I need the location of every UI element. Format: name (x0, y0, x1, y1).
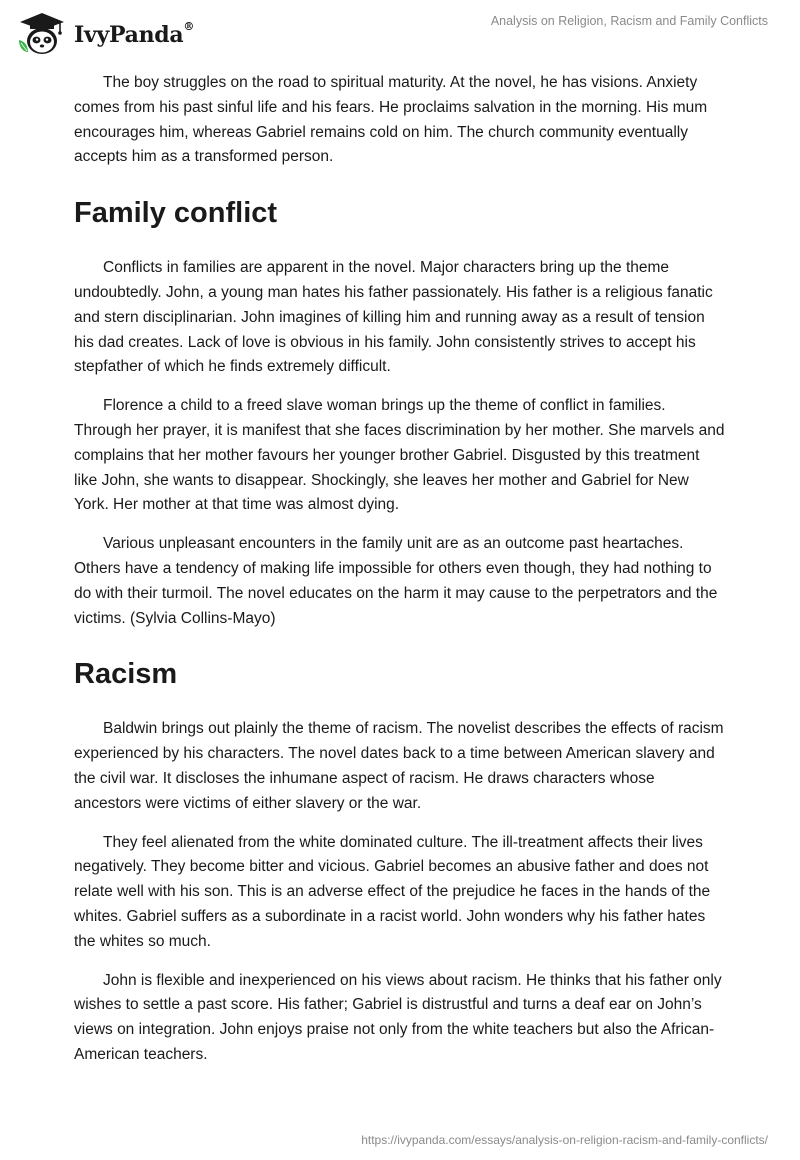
paragraph: John is flexible and inexperienced on his views about racism. He thinks that his father only wishes to settle a past score. His father; Gabriel is distrustful and turns a deaf ear on John’s views on integration. John enjoys praise not only from the white teachers but also the African-American teachers. (74, 971, 722, 1063)
paragraph: They feel alienated from the white dominated culture. The ill-treatment affects their lives negatively. They become bitter and vicious. Gabriel becomes an abusive father and does not relate well with his son. This is an adverse effect of the prejudice he faces in the hands of the whites. Gabriel suffers as a subordinate in a racist world. John wonders why his father hates the whites so much. (74, 833, 711, 950)
page-header (0, 0, 800, 60)
paragraph: Baldwin brings out plainly the theme of racism. The novelist describes the effects of racism experienced by his characters. The novel dates back to a time between American slavery and the civil war. It discloses the inhumane aspect of racism. He draws characters whose ancestors were victims of either slavery or the war. (74, 720, 724, 812)
section-heading-family-conflict: Family conflict (74, 197, 278, 230)
paragraph: Conflicts in families are apparent in the novel. Major characters bring up the theme undoubtedly. John, a young man hates his father passionately. His father is a religious fanatic and stern disciplinarian. John imagines of killing him and running away as a result of tension his dad creates. Lack of love is obvious in his family. John consistently strives to accept his stepfather of which he finds extremely difficult. (74, 259, 713, 376)
article-body (74, 71, 726, 1082)
intro-paragraph: The boy struggles on the road to spiritual maturity. At the novel, he has visions. Anxiety comes from his past sinful life and his fears. He proclaims salvation in the morning. His mum encourages him, whereas Gabriel remains cold on him. The church community eventually accepts him as a transformed person. (74, 74, 708, 166)
paragraph: Various unpleasant encounters in the family unit are as an outcome past heartaches. Others have a tendency of making life impossible for others even though, they had nothing to do with their turmoil. The novel educates on the harm it may cause to the perpetrators and the victims. (Sylvia Collins-Mayo) (74, 535, 718, 627)
source-url-link[interactable]: https://ivypanda.com/essays/analysis-on-religion-racism-and-family-conflicts/ (361, 1133, 768, 1147)
ivypanda-logo[interactable] (16, 10, 206, 56)
logo-wordmark: IvyPanda® (74, 20, 195, 48)
section-heading-racism: Racism (74, 658, 178, 691)
document-title: Analysis on Religion, Racism and Family Conflicts (490, 14, 768, 28)
paragraph: Florence a child to a freed slave woman brings up the theme of conflict in families. Through her prayer, it is manifest that she faces discrimination by her mother. She marvels and complains that her mother favours her younger brother Gabriel. Disgusted by this treatment like John, she wants to disappear. Shockingly, she leaves her mother and Gabriel for New York. Her mother at that time was almost dying. (74, 397, 725, 514)
panda-graduate-icon (16, 10, 68, 56)
